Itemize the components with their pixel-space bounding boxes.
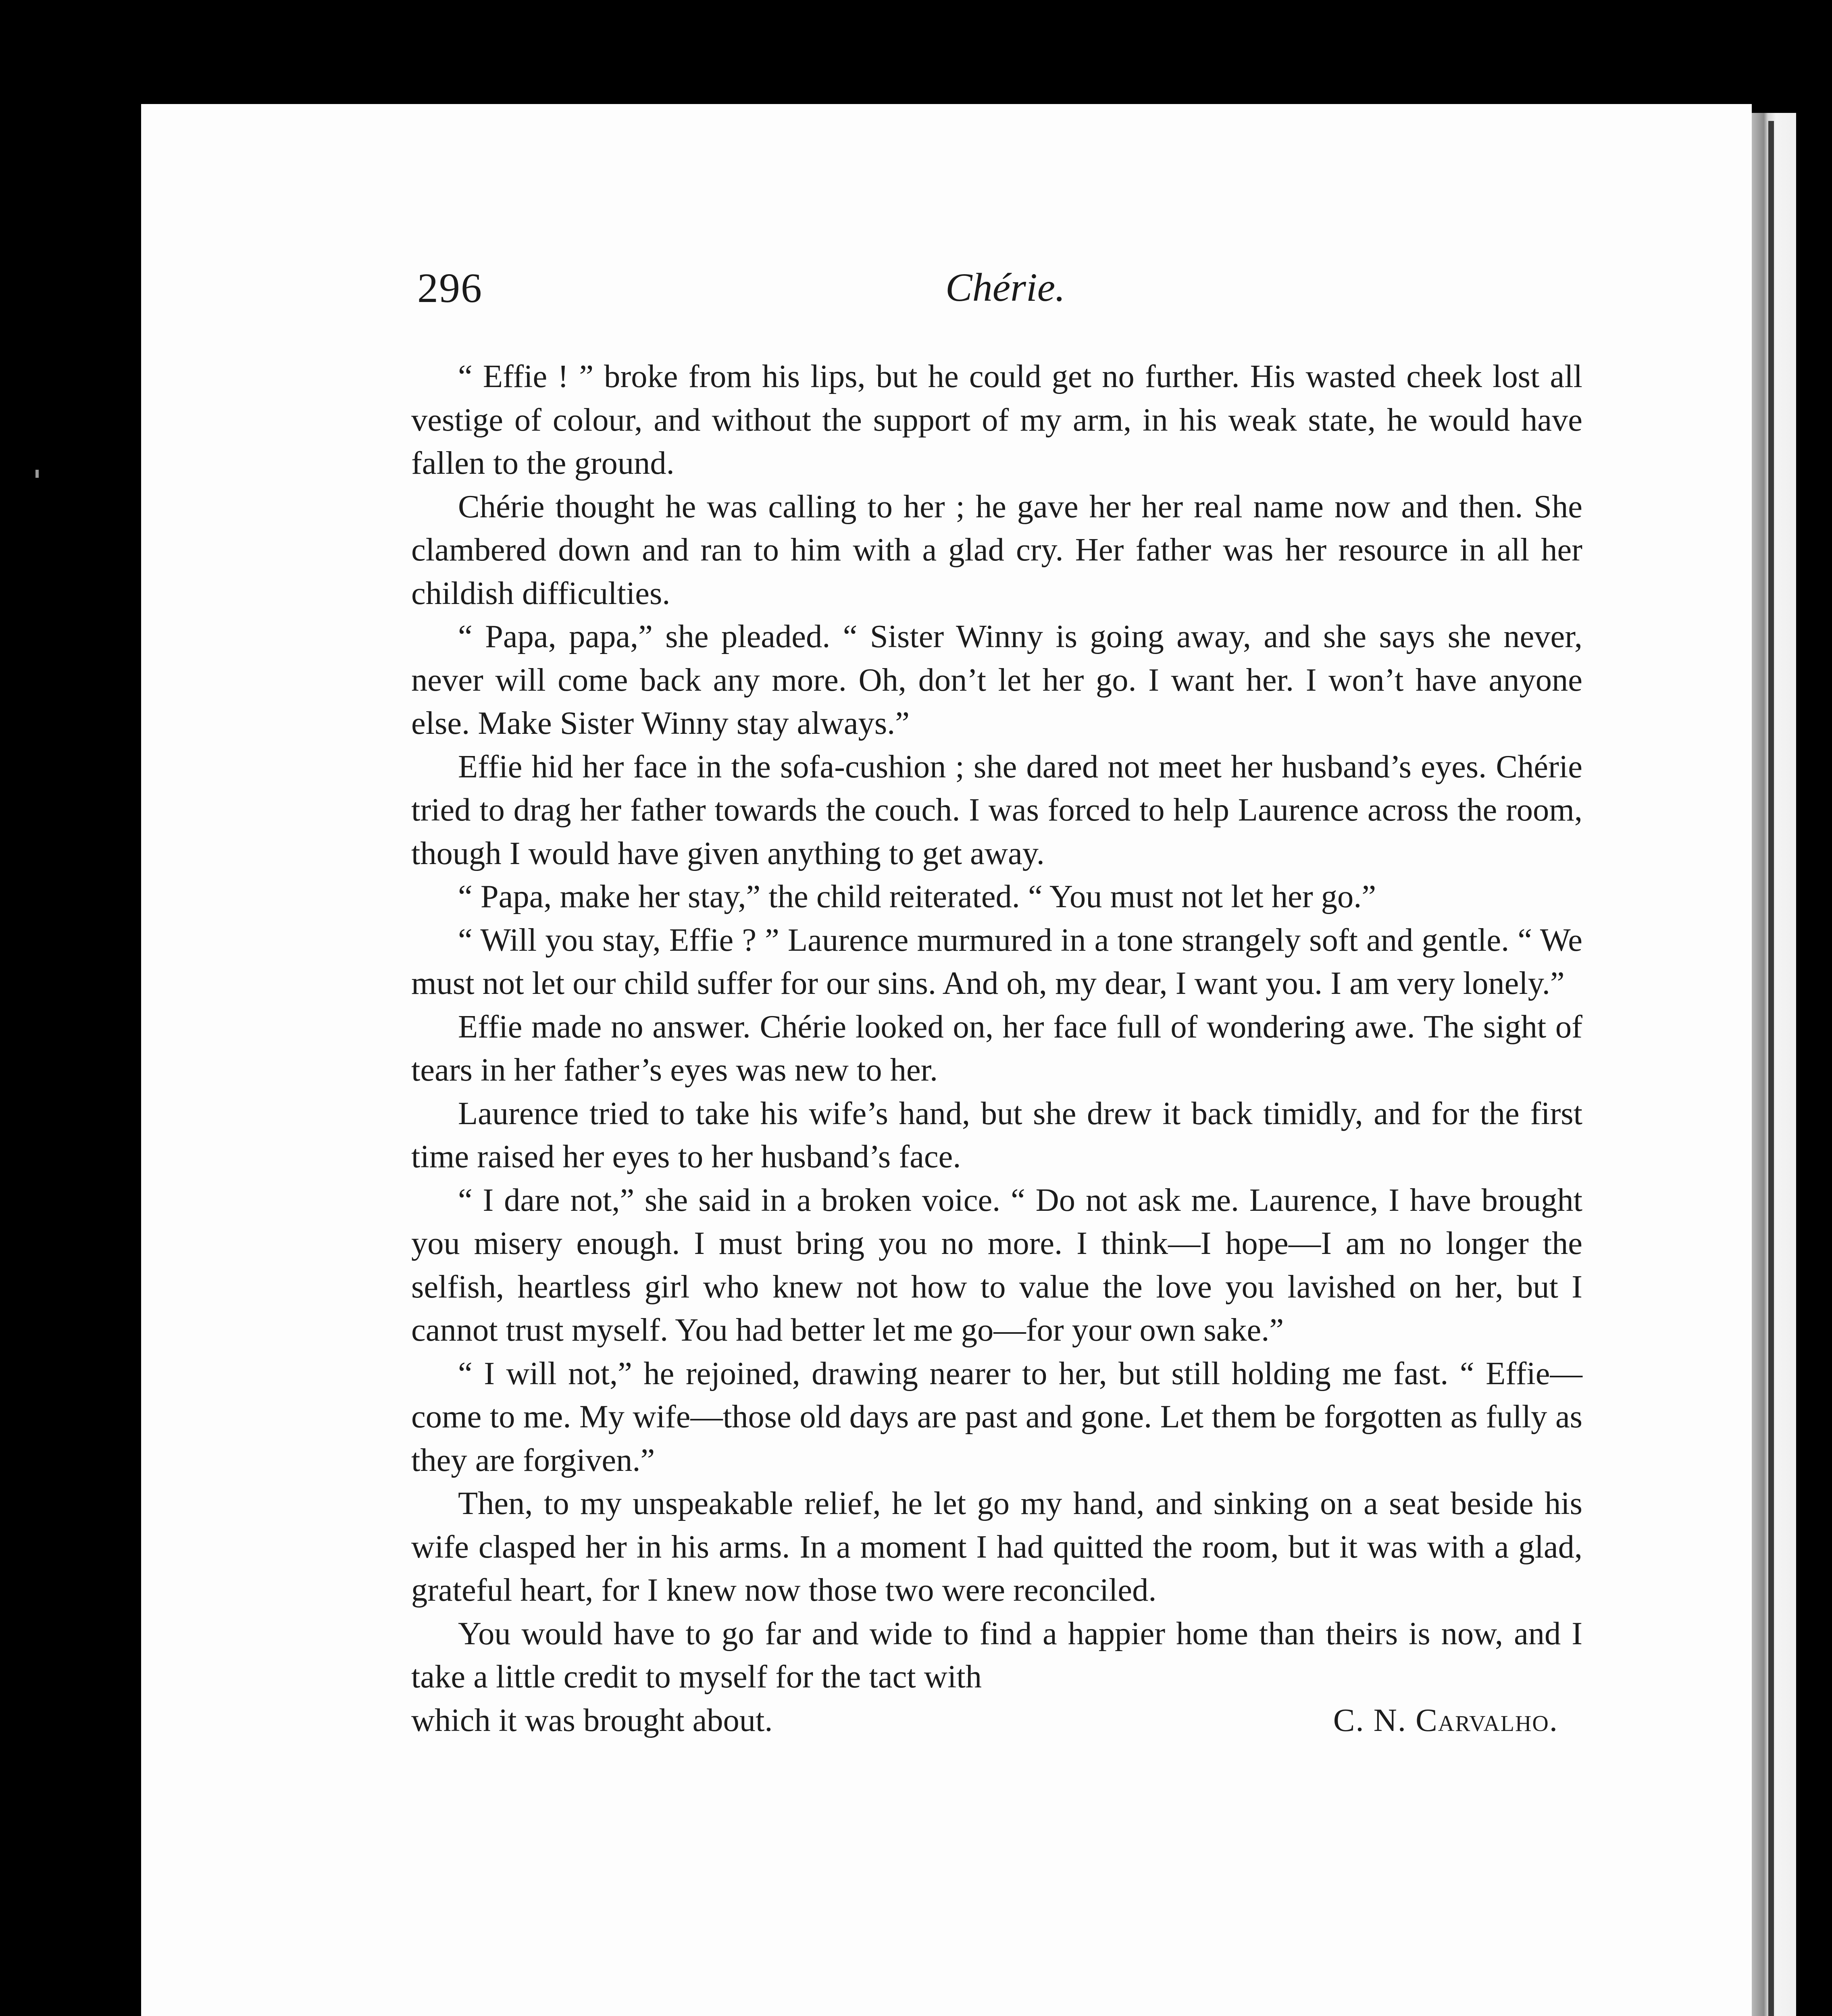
paragraph: “ Will you stay, Effie ? ” Laurence murmured in a tone strangely soft and gentle. “ We must not let our child suffer for our sins. And oh, my dear, I want you. I am very lonely.” xyxy=(411,922,1582,1001)
paragraph: Effie hid her face in the sofa-cushion ; she dared not meet her husband’s eyes. Chérie tried to drag her father towards the couch. I was forced to help Laurence across the room, though I would have given anything to get away. xyxy=(411,748,1582,871)
paragraph: “ Papa, papa,” she pleaded. “ Sister Winny is going away, and she says she never, never will come back any more. Oh, don’t let her go. I want her. I won’t have anyone else. Make Sister Winny stay always.” xyxy=(411,619,1582,741)
page-number: 296 xyxy=(417,265,483,311)
paragraph: Effie made no answer. Chérie looked on, her face full of wondering awe. The sight of tears in her father’s eyes was new to her. xyxy=(411,1008,1582,1088)
author-signature: C. N. Carvalho. xyxy=(1333,1702,1558,1738)
paragraph: Laurence tried to take his wife’s hand, but she drew it back timidly, and for the first time raised her eyes to her husband’s face. xyxy=(411,1095,1582,1175)
closing-line xyxy=(411,1699,1582,1742)
scan-speck xyxy=(35,470,39,478)
book-spine-edge xyxy=(1768,121,1774,2016)
running-head xyxy=(417,264,1586,325)
paragraph: Chérie thought he was calling to her ; he gave her her real name now and then. She clambered down and ran to him with a glad cry. Her father was her resource in all her childish difficulties. xyxy=(411,488,1582,611)
paragraph: You would have to go far and wide to find a happier home than theirs is now, and I take a little credit to myself for the tact with xyxy=(411,1615,1582,1695)
paragraph: “ I dare not,” she said in a broken voice. “ Do not ask me. Laurence, I have brought you misery enough. I must bring you no more. I think—I hope—I am no longer the selfish, heartless girl who knew not how to value the love you lavished on her, but I cannot trust myself. You had better let me go—for your own sake.” xyxy=(411,1182,1582,1348)
story-text xyxy=(411,355,1582,1742)
paragraph: “ Effie ! ” broke from his lips, but he could get no further. His wasted cheek lost all vestige of colour, and without the support of my arm, in his weak state, he would have fallen to the ground. xyxy=(411,358,1582,481)
page-edge-shadow xyxy=(1752,113,1796,2016)
paragraph: “ I will not,” he rejoined, drawing nearer to her, but still holding me fast. “ Effie—come to me. My wife—those old days are past and gone. Let them be forgotten as fully as they are forgiven.” xyxy=(411,1355,1582,1478)
running-title: Chérie. xyxy=(945,265,1066,310)
paragraph: “ Papa, make her stay,” the child reiterated. “ You must not let her go.” xyxy=(458,879,1376,914)
paragraph: Then, to my unspeakable relief, he let go my hand, and sinking on a seat beside his wife clasped her in his arms. In a moment I had quitted the room, but it was with a glad, grateful heart, for I knew now those two were reconciled. xyxy=(411,1485,1582,1608)
final-text-line: which it was brought about. xyxy=(411,1702,773,1738)
